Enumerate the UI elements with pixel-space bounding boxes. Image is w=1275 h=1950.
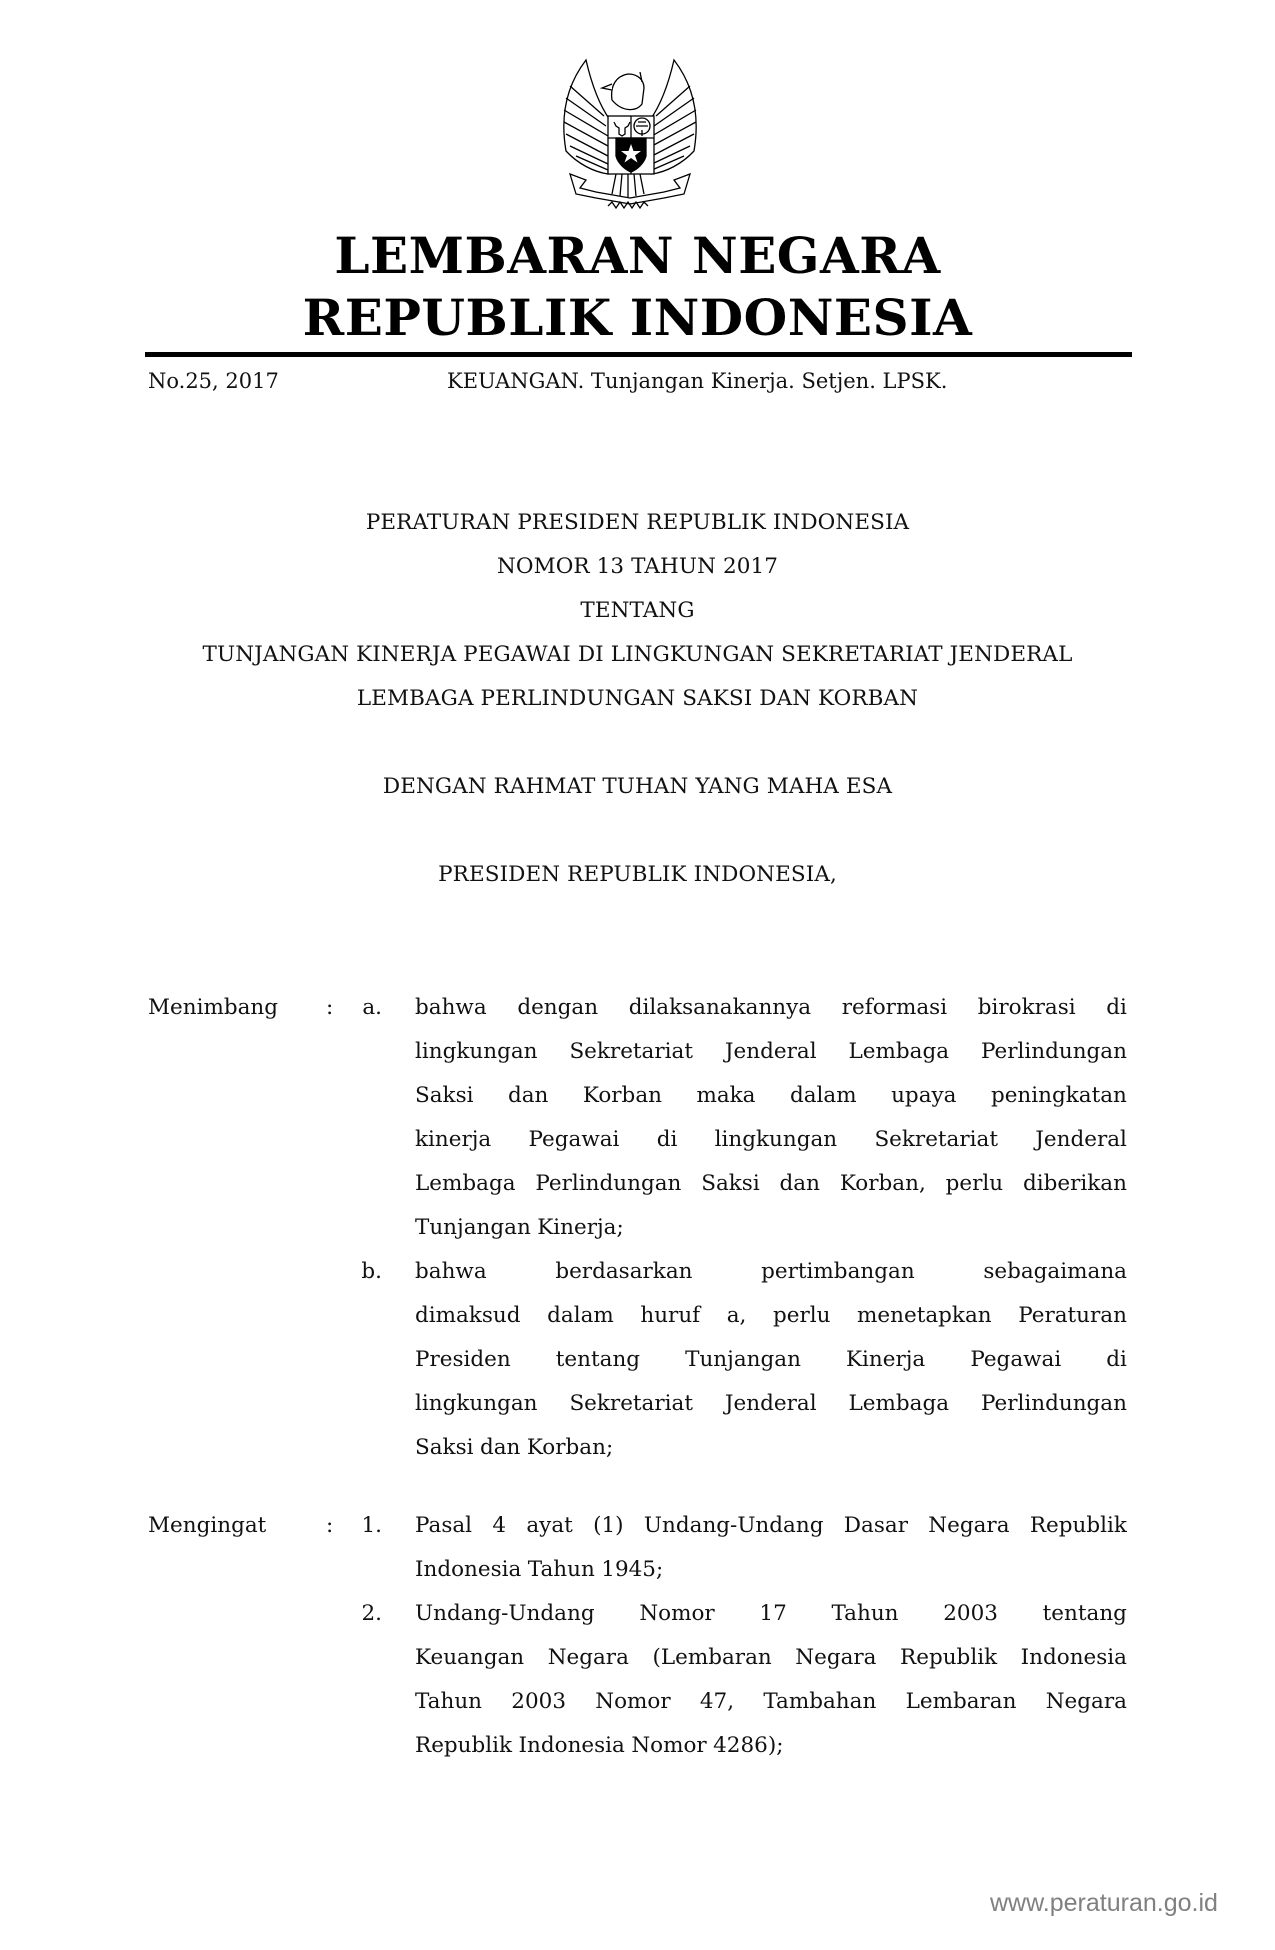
text-line: Saksi dan Korban maka dalam upaya peningkatan	[415, 1083, 1127, 1108]
authority: PRESIDEN REPUBLIK INDONESIA,	[438, 862, 837, 887]
text-line: kinerja Pegawai di lingkungan Sekretariat Jenderal	[415, 1127, 1127, 1152]
menimbang-item-marker: a.	[362, 995, 382, 1020]
text-line: lingkungan Sekretariat Jenderal Lembaga Perlindungan	[415, 1039, 1127, 1064]
menimbang-item-marker: b.	[361, 1259, 382, 1284]
text-line: Keuangan Negara (Lembaran Negara Republik Indonesia	[415, 1645, 1127, 1670]
text-line: Indonesia Tahun 1945;	[415, 1557, 664, 1582]
text-line: Lembaga Perlindungan Saksi dan Korban, perlu diberikan	[415, 1171, 1127, 1196]
mengingat-item-marker: 1.	[361, 1513, 382, 1538]
text-line: lingkungan Sekretariat Jenderal Lembaga Perlindungan	[415, 1391, 1127, 1416]
mengingat-item-2	[415, 1592, 1127, 1768]
garuda-pancasila-emblem-icon	[556, 56, 704, 210]
issue-subject: KEUANGAN. Tunjangan Kinerja. Setjen. LPSK.	[447, 369, 948, 393]
text-line: Saksi dan Korban;	[415, 1435, 614, 1460]
source-watermark: www.peraturan.go.id	[990, 1889, 1218, 1917]
menimbang-item-b	[415, 1250, 1127, 1470]
regulation-type: PERATURAN PRESIDEN REPUBLIK INDONESIA	[365, 510, 910, 535]
mengingat-label: Mengingat	[148, 1513, 267, 1538]
regulation-number: NOMOR 13 TAHUN 2017	[496, 554, 779, 579]
text-line: Undang-Undang Nomor 17 Tahun 2003 tentang	[415, 1601, 1127, 1626]
masthead-title-line1: LEMBARAN NEGARA	[334, 226, 941, 285]
issue-number: No.25, 2017	[148, 369, 279, 393]
mengingat-colon: :	[326, 1513, 334, 1538]
text-line: bahwa berdasarkan pertimbangan sebagaimana	[415, 1259, 1127, 1284]
text-line: Presiden tentang Tunjangan Kinerja Pegawai di	[415, 1347, 1127, 1372]
regulation-subject-line1: TUNJANGAN KINERJA PEGAWAI DI LINGKUNGAN SEKRETARIAT JENDERAL	[202, 642, 1073, 667]
regulation-subject-line2: LEMBAGA PERLINDUNGAN SAKSI DAN KORBAN	[356, 686, 919, 711]
masthead-divider	[145, 352, 1132, 357]
menimbang-colon: :	[326, 995, 334, 1020]
text-line: Tahun 2003 Nomor 47, Tambahan Lembaran Negara	[415, 1689, 1127, 1714]
masthead-title-line2: REPUBLIK INDONESIA	[302, 288, 973, 347]
text-line: Pasal 4 ayat (1) Undang-Undang Dasar Negara Republik	[415, 1513, 1127, 1538]
text-line: dimaksud dalam huruf a, perlu menetapkan Peraturan	[415, 1303, 1127, 1328]
text-line: Republik Indonesia Nomor 4286);	[415, 1733, 784, 1758]
menimbang-item-a	[415, 986, 1127, 1250]
text-line: bahwa dengan dilaksanakannya reformasi birokrasi di	[415, 995, 1127, 1020]
regulation-tentang: TENTANG	[580, 598, 695, 623]
menimbang-label: Menimbang	[148, 995, 279, 1020]
mengingat-item-1	[415, 1504, 1127, 1592]
mengingat-item-marker: 2.	[361, 1601, 382, 1626]
invocation: DENGAN RAHMAT TUHAN YANG MAHA ESA	[382, 774, 893, 799]
text-line: Tunjangan Kinerja;	[415, 1215, 624, 1240]
